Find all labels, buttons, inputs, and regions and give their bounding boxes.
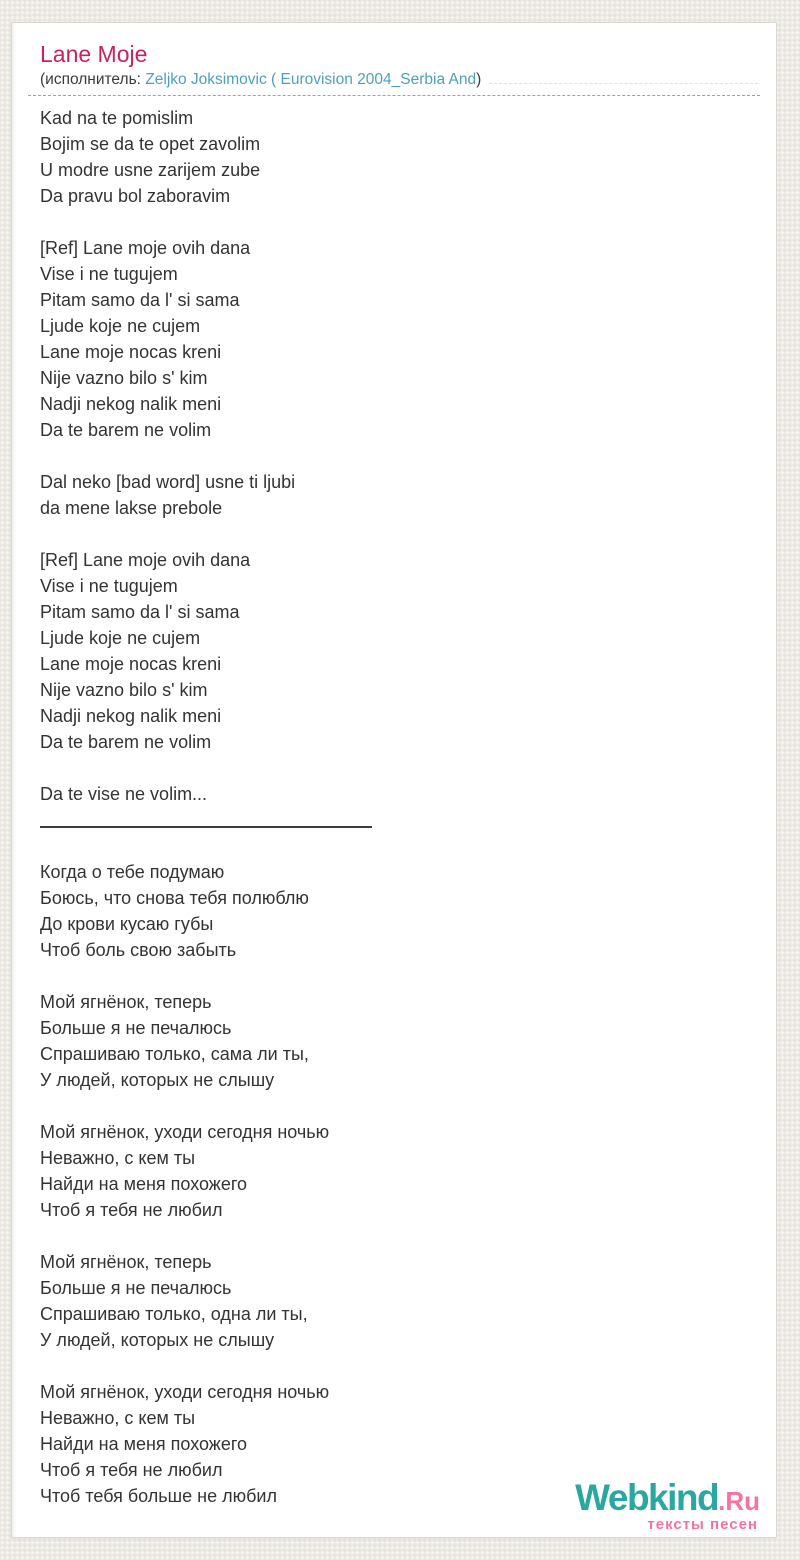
lyric-line: У людей, которых не слышу bbox=[40, 1330, 275, 1350]
lyric-line: У людей, которых не слышу bbox=[40, 1070, 275, 1090]
lyric-line bbox=[40, 521, 760, 547]
lyric-line: Больше я не печалюсь bbox=[40, 1018, 232, 1038]
lyric-line: Kad na te pomislim bbox=[40, 108, 194, 128]
lyric-line: Da te barem ne volim bbox=[40, 732, 212, 752]
lyric-line: Когда о тебе подумаю bbox=[40, 862, 225, 882]
lyric-line: U modre usne zarijem zube bbox=[40, 160, 261, 180]
lyric-line: Bojim se da te opet zavolim bbox=[40, 134, 261, 154]
lyric-line bbox=[40, 755, 760, 781]
lyric-line: Чтоб боль свою забыть bbox=[40, 940, 237, 960]
artist-label: (исполнитель: bbox=[40, 71, 146, 88]
lyrics-block bbox=[12, 96, 776, 1509]
lyric-line: da mene lakse prebole bbox=[40, 498, 223, 518]
lyric-line: Ljude koje ne cujem bbox=[40, 316, 201, 336]
lyric-line: Nije vazno bilo s' kim bbox=[40, 368, 208, 388]
logo-wordmark bbox=[575, 1479, 760, 1516]
lyric-line: Ljude koje ne cujem bbox=[40, 628, 201, 648]
lyric-line: Vise i ne tugujem bbox=[40, 264, 178, 284]
artist-link[interactable]: Zeljko Joksimovic ( Eurovision 2004_Serbia And bbox=[145, 71, 477, 88]
lyric-line: Lane moje nocas kreni bbox=[40, 654, 222, 674]
lyric-line: Чтоб тебя больше не любил bbox=[40, 1486, 277, 1506]
lyric-line: Боюсь, что снова тебя полюблю bbox=[40, 888, 309, 908]
lyric-line: Pitam samo da l' si sama bbox=[40, 602, 240, 622]
lyric-line: Vise i ne tugujem bbox=[40, 576, 178, 596]
logo-ru-text: .Ru bbox=[718, 1486, 760, 1516]
lyric-line: Больше я не печалюсь bbox=[40, 1278, 232, 1298]
song-header bbox=[28, 23, 760, 96]
lyric-line: Мой ягнёнок, уходи сегодня ночью bbox=[40, 1122, 330, 1142]
lyric-line: Мой ягнёнок, теперь bbox=[40, 1252, 212, 1272]
lyric-line: Da te barem ne volim bbox=[40, 420, 212, 440]
lyric-line: До крови кусаю губы bbox=[40, 914, 214, 934]
lyric-line bbox=[40, 1093, 760, 1119]
lyric-line bbox=[40, 833, 760, 859]
artist-line bbox=[40, 70, 760, 90]
lyric-line: Найди на меня похожего bbox=[40, 1434, 248, 1454]
lyric-line bbox=[40, 1353, 760, 1379]
lyric-line: Nadji nekog nalik meni bbox=[40, 706, 222, 726]
lyric-line: Неважно, с кем ты bbox=[40, 1408, 196, 1428]
lyric-line: [Ref] Lane moje ovih dana bbox=[40, 238, 251, 258]
lyric-line: Мой ягнёнок, теперь bbox=[40, 992, 212, 1012]
dotted-filler bbox=[489, 83, 758, 84]
logo-webkind-text: Webkind bbox=[575, 1477, 719, 1518]
artist-label-close: ) bbox=[476, 71, 482, 88]
logo-tagline: тексты песен bbox=[647, 1516, 758, 1533]
lyric-line: Nije vazno bilo s' kim bbox=[40, 680, 208, 700]
translation-divider bbox=[40, 807, 372, 833]
lyric-line: Dal neko [bad word] usne ti ljubi bbox=[40, 472, 296, 492]
lyric-line: Найди на меня похожего bbox=[40, 1174, 248, 1194]
lyric-line: Nadji nekog nalik meni bbox=[40, 394, 222, 414]
lyric-line: Чтоб я тебя не любил bbox=[40, 1200, 223, 1220]
lyric-line: Da pravu bol zaboravim bbox=[40, 186, 231, 206]
lyric-line: Неважно, с кем ты bbox=[40, 1148, 196, 1168]
content-card bbox=[11, 22, 777, 1538]
webkind-logo[interactable] bbox=[575, 1479, 760, 1532]
lyric-line bbox=[40, 963, 760, 989]
lyric-line: Спрашиваю только, одна ли ты, bbox=[40, 1304, 308, 1324]
lyric-line bbox=[40, 209, 760, 235]
lyric-line bbox=[40, 443, 760, 469]
lyric-line: [Ref] Lane moje ovih dana bbox=[40, 550, 251, 570]
lyric-line: Lane moje nocas kreni bbox=[40, 342, 222, 362]
song-title: Lane Moje bbox=[40, 41, 148, 67]
lyric-line: Мой ягнёнок, уходи сегодня ночью bbox=[40, 1382, 330, 1402]
lyric-line: Спрашиваю только, сама ли ты, bbox=[40, 1044, 309, 1064]
lyric-line: Pitam samo da l' si sama bbox=[40, 290, 240, 310]
lyric-line bbox=[40, 1223, 760, 1249]
lyric-line: Da te vise ne volim... bbox=[40, 784, 208, 804]
lyric-line: Чтоб я тебя не любил bbox=[40, 1460, 223, 1480]
